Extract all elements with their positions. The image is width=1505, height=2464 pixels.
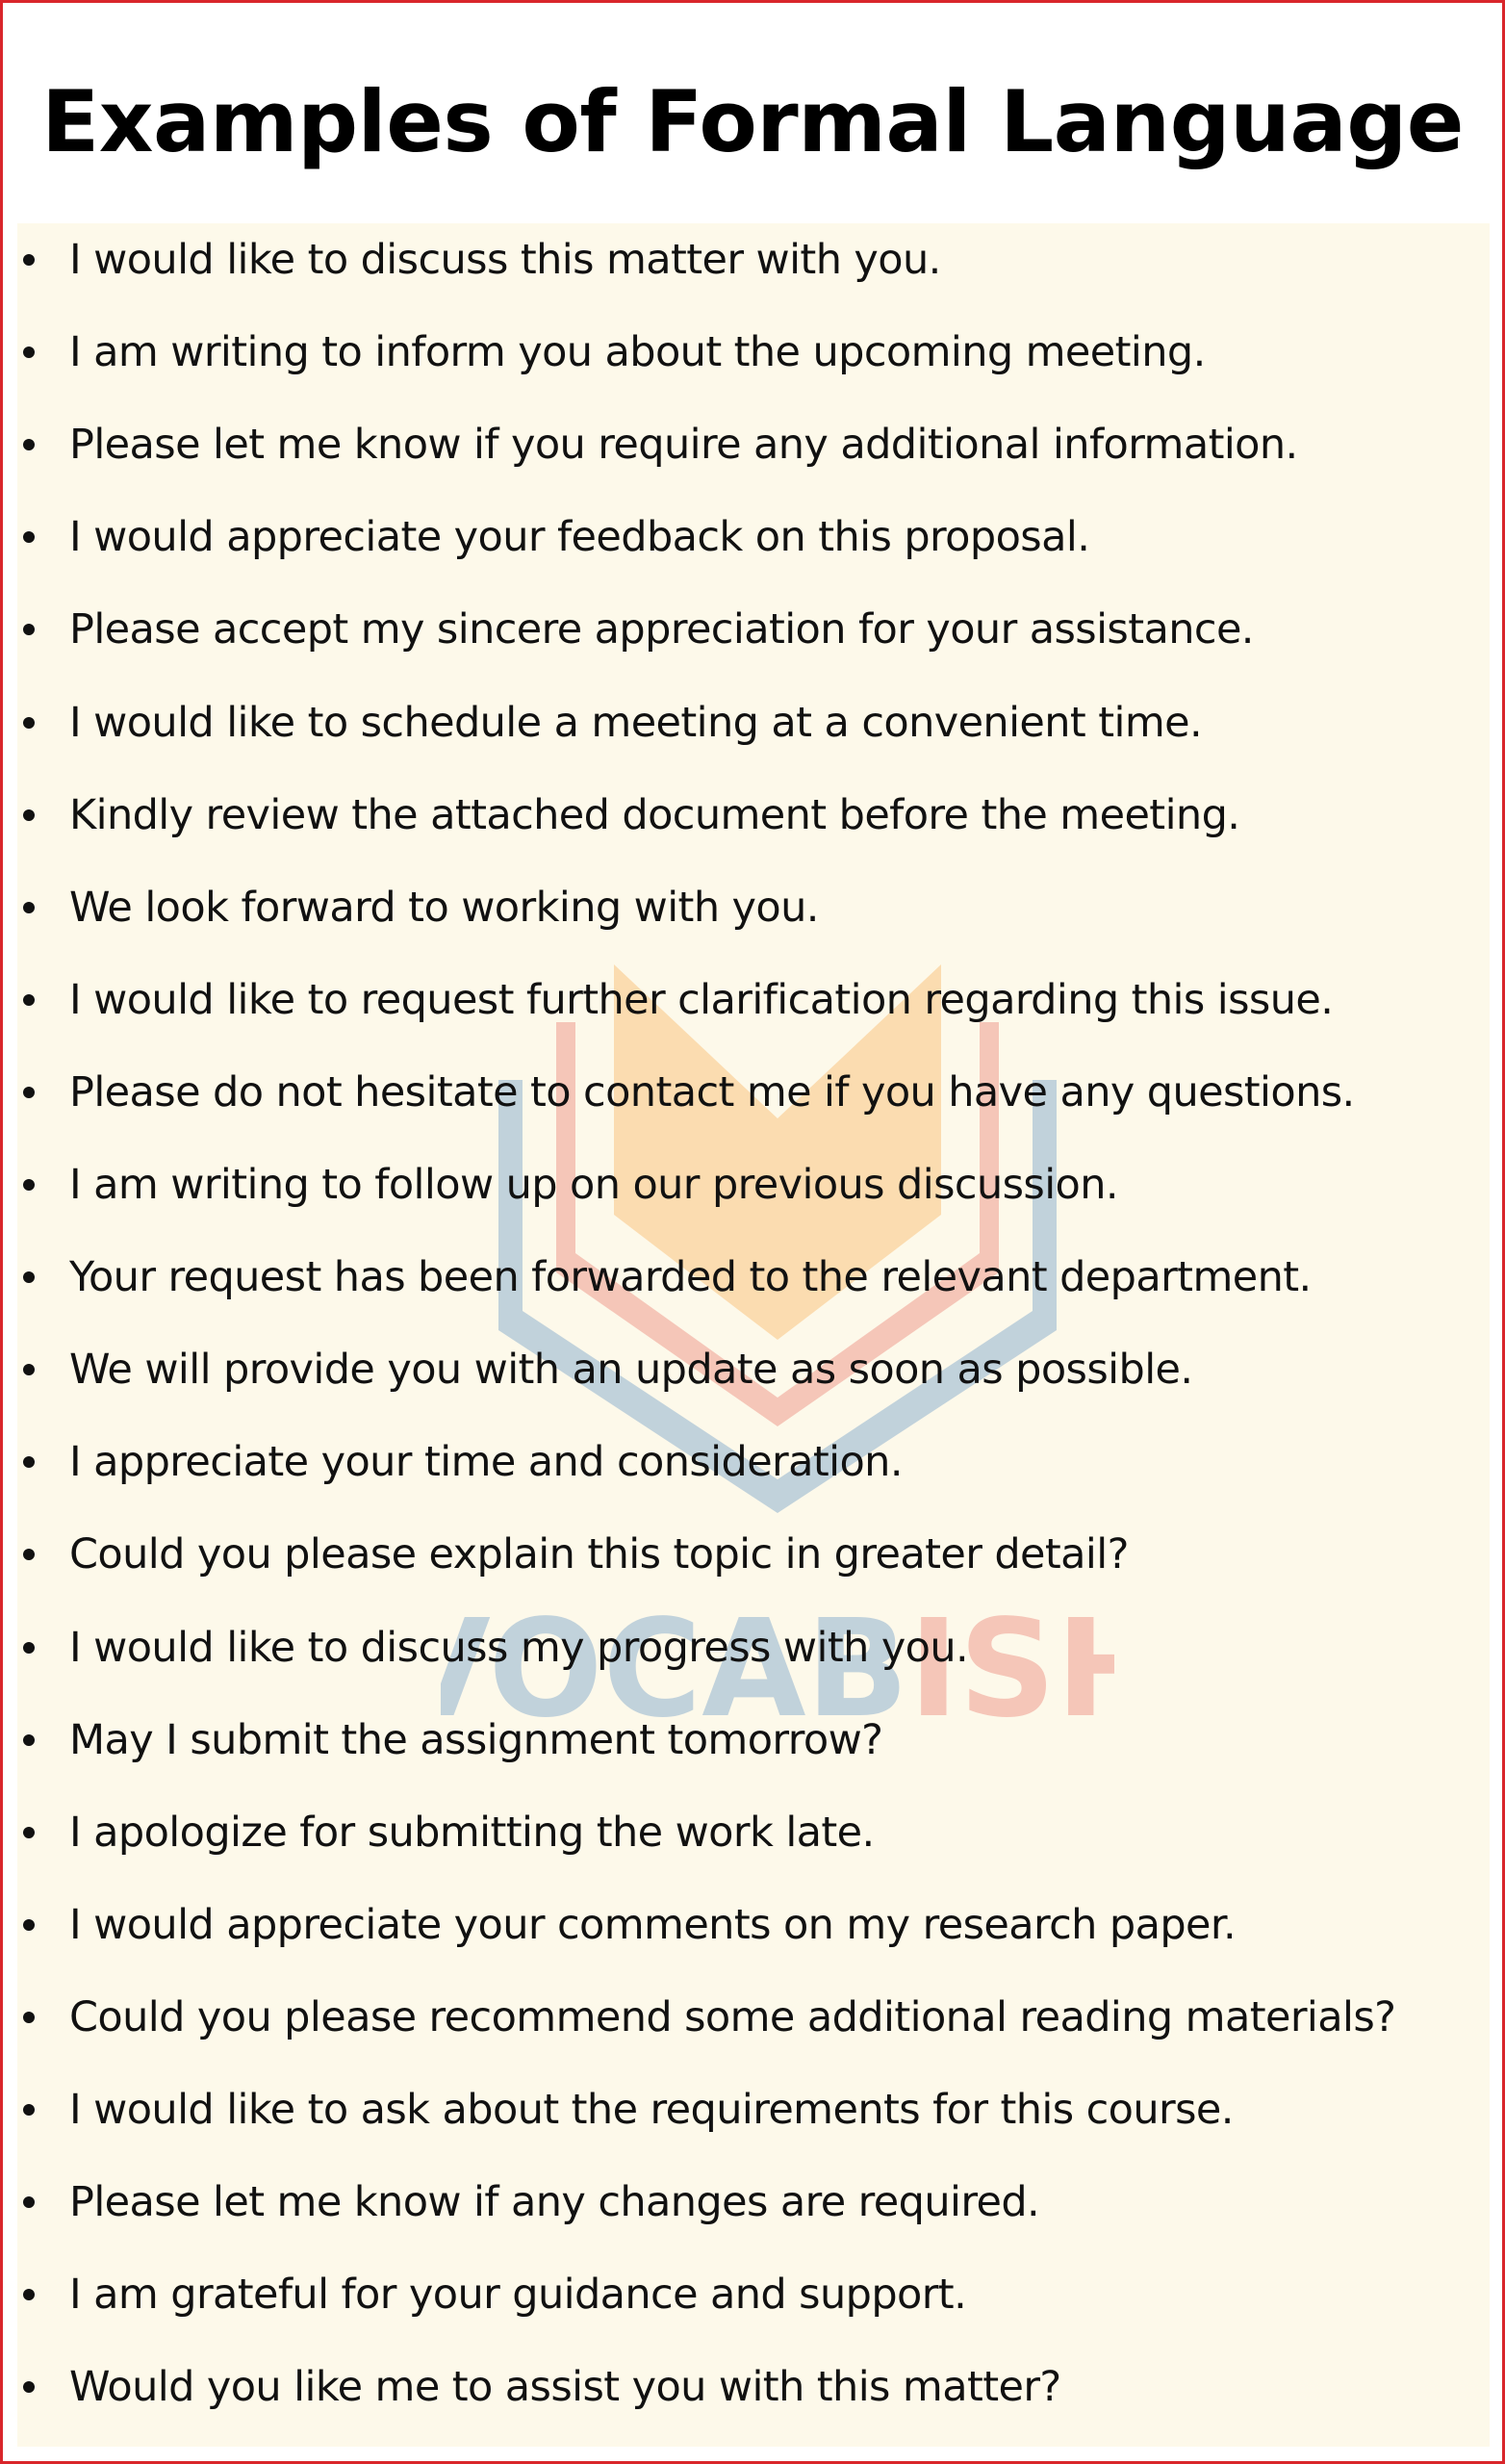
list-item-text: I am writing to inform you about the upcoming meeting. <box>69 328 1206 377</box>
list-item-text: Kindly review the attached document before the meeting. <box>69 790 1240 839</box>
bullet-icon <box>23 994 35 1006</box>
bullet-icon <box>23 2104 35 2116</box>
list-item-text: I apologize for submitting the work late. <box>69 1808 875 1857</box>
page-title: Examples of Formal Language <box>41 71 1464 171</box>
list-item <box>17 1707 882 1774</box>
list-item <box>17 1059 1355 1126</box>
bullet-icon <box>23 1456 35 1468</box>
bullet-icon <box>23 624 35 635</box>
examples-panel <box>17 223 1490 2447</box>
list-item <box>17 1244 1312 1311</box>
list-item <box>17 1151 1118 1219</box>
list-item <box>17 966 1333 1034</box>
list-item-text: Please do not hesitate to contact me if you have any questions. <box>69 1067 1355 1116</box>
list-item-text: May I submit the assignment tomorrow? <box>69 1715 883 1764</box>
bullet-icon <box>23 809 35 821</box>
list-item <box>17 874 819 941</box>
list-item <box>17 2261 966 2328</box>
bullet-icon <box>23 2289 35 2300</box>
list-item <box>17 1428 903 1496</box>
list-item <box>17 596 1254 663</box>
list-item-text: I would like to request further clarification regarding this issue. <box>69 975 1334 1024</box>
list-item-text: I appreciate your time and consideration. <box>69 1438 903 1487</box>
list-item <box>17 411 1298 478</box>
bullet-icon <box>23 1734 35 1746</box>
list-item-text: We look forward to working with you. <box>69 883 819 932</box>
list-item-text: Please let me know if any changes are required. <box>69 2178 1040 2227</box>
bullet-icon <box>23 1179 35 1191</box>
list-item <box>17 2076 1234 2143</box>
bullet-icon <box>23 531 35 543</box>
bullet-icon <box>23 1642 35 1654</box>
list-item-text: Please let me know if you require any additional information. <box>69 421 1298 470</box>
bullet-icon <box>23 902 35 913</box>
list-item-text: I would like to ask about the requirements for this course. <box>69 2086 1234 2134</box>
list-item-text: We will provide you with an update as soon as possible. <box>69 1346 1193 1395</box>
list-item-text: I would appreciate your feedback on this proposal. <box>69 513 1090 562</box>
list-item <box>17 503 1089 571</box>
bullet-icon <box>23 1549 35 1560</box>
list-item <box>17 1336 1192 1403</box>
bullet-icon <box>23 1271 35 1283</box>
list-item-text: Could you please explain this topic in greater detail? <box>69 1530 1129 1579</box>
bullet-icon <box>23 717 35 729</box>
bullet-icon <box>23 2196 35 2208</box>
list-item-text: I would like to discuss my progress with you. <box>69 1623 969 1672</box>
bullet-icon <box>23 1919 35 1931</box>
list-item <box>17 1984 1395 2051</box>
list-item-text: Please accept my sincere appreciation for your assistance. <box>69 605 1254 654</box>
list-item <box>17 1799 875 1866</box>
list-item-text: I am writing to follow up on our previous discussion. <box>69 1161 1118 1209</box>
list-item <box>17 226 941 294</box>
list-item-text: I would like to schedule a meeting at a convenient time. <box>69 698 1203 747</box>
list-item <box>17 689 1202 757</box>
bullet-icon <box>23 254 35 266</box>
list-item-text: I am grateful for your guidance and support. <box>69 2271 967 2320</box>
list-item-text: Could you please recommend some additional reading materials? <box>69 1992 1396 2041</box>
watermark-text: OCABISH <box>488 1591 1114 1748</box>
list-item <box>17 2353 1061 2421</box>
list-item <box>17 1521 1129 1588</box>
list-item-text: Would you like me to assist you with this matter? <box>69 2363 1061 2412</box>
list-item-text: I would like to discuss this matter with you. <box>69 236 941 284</box>
list-item-text: Your request has been forwarded to the relevant department. <box>69 1253 1312 1302</box>
bullet-icon <box>23 1827 35 1838</box>
bullet-icon <box>23 1364 35 1375</box>
list-item <box>17 1614 968 1681</box>
list-item-text: I would appreciate your comments on my research paper. <box>69 1900 1237 1949</box>
bullet-icon <box>23 2012 35 2023</box>
list-item <box>17 2169 1039 2236</box>
bullet-icon <box>23 1087 35 1098</box>
list-item <box>17 319 1206 386</box>
list-item <box>17 1891 1236 1959</box>
list-item <box>17 782 1239 849</box>
bullet-icon <box>23 2381 35 2393</box>
bullet-icon <box>23 346 35 358</box>
bullet-icon <box>23 439 35 450</box>
header <box>21 21 1484 221</box>
